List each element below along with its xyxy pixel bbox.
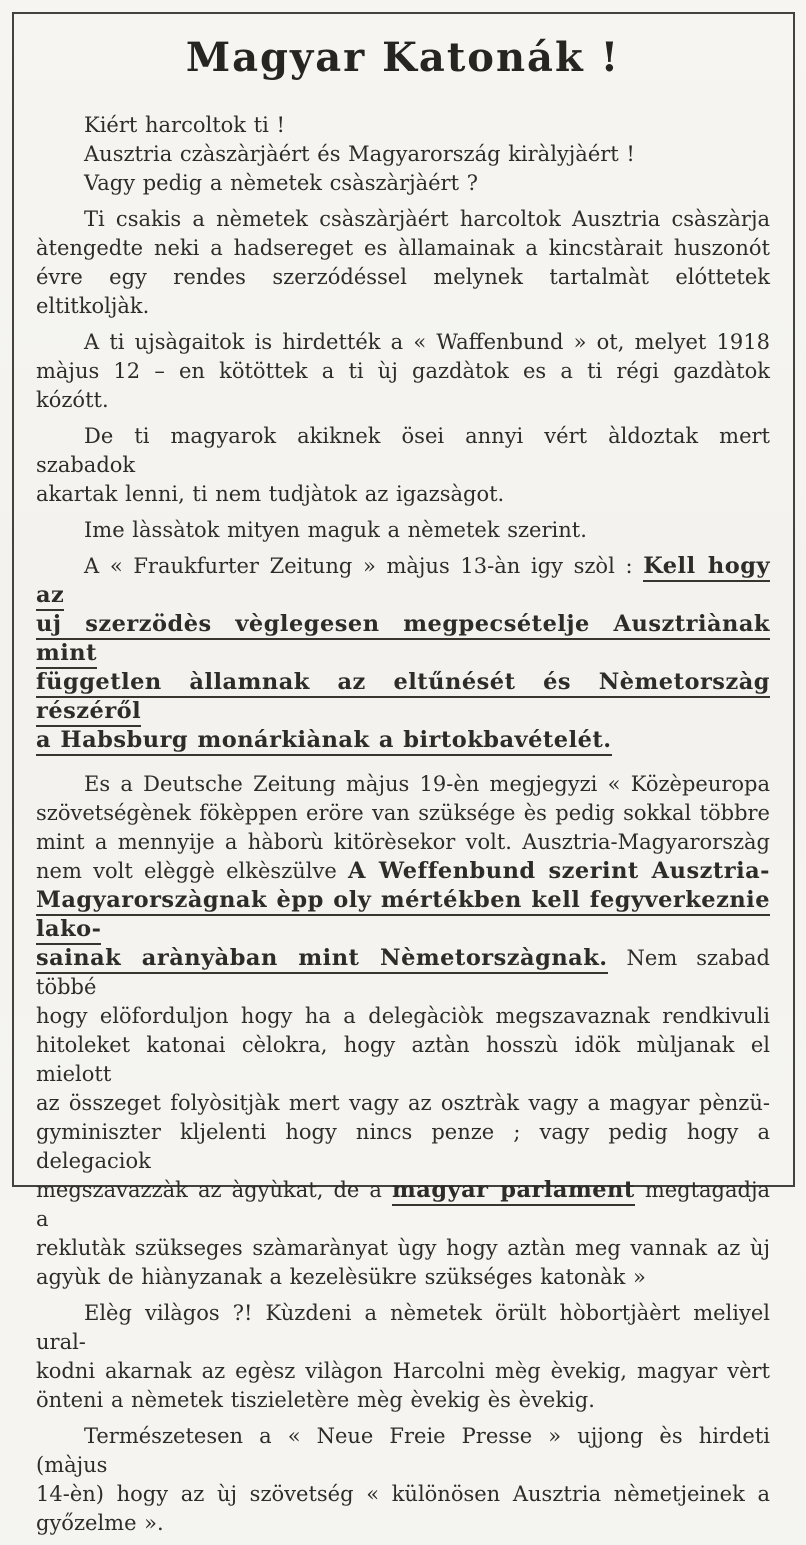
paragraph	[36, 770, 770, 1292]
text-segment: az összeget folyòsitjàk mert vagy az osztràk vagy a magyar pènzü-	[36, 1091, 770, 1115]
paragraph	[36, 111, 770, 198]
text-line	[36, 1118, 770, 1176]
paragraph	[36, 552, 770, 755]
text-line	[36, 516, 770, 545]
text-line	[36, 205, 770, 234]
text-segment: agyùk de hiànyzanak a kezelèsükre szükséges katonàk »	[36, 1265, 646, 1289]
text-segment: a Habsburg monárkiànak a birtokbavételét.	[36, 727, 612, 756]
text-line	[36, 386, 770, 415]
text-line	[36, 1509, 770, 1538]
text-segment: 14-èn) hogy az ùj szövetség « különösen Ausztria nèmetjeinek a	[36, 1482, 770, 1506]
text-segment: uj szerzödès vèglegesen megpecsételje Ausztriànak mint	[36, 611, 770, 669]
text-segment: évre egy rendes szerzódéssel melynek tartalmàt elóttetek eltitkoljàk.	[36, 265, 770, 318]
text-line	[36, 552, 770, 610]
text-segment: Vagy pedig a nèmetek csàszàrjàért ?	[84, 171, 478, 195]
text-segment: gyminiszter kljelenti hogy nincs penze ; vagy pedig hogy a delegaciok	[36, 1120, 770, 1173]
text-segment: A « Fraukfurter Zeitung » màjus 13-àn igy szòl :	[84, 554, 644, 578]
text-segment: akartak lenni, ti nem tudjàtok az igazsàgot.	[36, 482, 505, 506]
text-line	[36, 668, 770, 726]
text-segment: hitoleket katonai cèlokra, hogy aztàn hosszù idök mùljanak el mielott	[36, 1033, 770, 1086]
text-segment: Természetesen a « Neue Freie Presse » ujjong ès hirdeti (màjus	[36, 1424, 770, 1477]
text-line	[36, 140, 770, 169]
text-segment: magyar parlament	[392, 1177, 635, 1206]
text-line	[36, 263, 770, 321]
text-line	[36, 422, 770, 480]
text-segment: A Weffenbund szerint Ausztria-	[348, 858, 770, 884]
text-segment: reklutàk szükseges szàmarànyat ùgy hogy aztàn meg vannak az ùj	[36, 1236, 770, 1260]
paragraph	[36, 516, 770, 545]
text-segment: De ti magyarok akiknek ösei annyi vért àldoztak mert szabadok	[36, 424, 770, 477]
text-segment: mint a mennyije a hàborù kitörèsekor volt. Ausztria-Magyarorszàg	[36, 830, 770, 854]
text-segment: àtengedte neki a hadsereget es àllamainak a kincstàrait huszonót	[36, 236, 770, 260]
page-title: Magyar Katonák !	[185, 34, 621, 81]
text-segment: màjus 12 – en kötöttek a ti ùj gazdàtok es a ti régi gazdàtok	[36, 359, 770, 383]
text-line	[36, 1234, 770, 1263]
text-line	[36, 828, 770, 857]
text-segment: sainak arànyàban mint Nèmetorszàgnak.	[36, 945, 608, 974]
text-segment: hogy elöforduljon hogy ha a delegàciòk megszavaznak rendkivuli	[36, 1004, 770, 1028]
text-segment: Ausztria czàszàrjàért és Magyarország kiràlyjàért !	[84, 142, 635, 166]
text-segment: Ime làssàtok mityen maguk a nèmetek szerint.	[84, 518, 587, 542]
text-line	[36, 1357, 770, 1386]
text-line	[36, 610, 770, 668]
text-line	[36, 1263, 770, 1292]
text-line	[36, 1031, 770, 1089]
text-line	[36, 234, 770, 263]
text-line	[36, 357, 770, 386]
text-line	[36, 111, 770, 140]
text-segment: A ti ujsàgaitok is hirdették a « Waffenbund » ot, melyet 1918	[84, 330, 770, 354]
text-segment: független àllamnak az eltűnését és Nèmetorszàg részéről	[36, 669, 770, 727]
text-line	[36, 169, 770, 198]
paragraph	[36, 328, 770, 415]
text-segment: Es a Deutsche Zeitung màjus 19-èn megjegyzi « Közèpeuropa	[84, 772, 770, 796]
text-segment: kózótt.	[36, 388, 109, 412]
text-line	[36, 1386, 770, 1415]
text-segment: Nem szabad többé	[36, 946, 770, 999]
text-segment: szövetségènek fökèppen eröre van szüksége ès pedig sokkal többre	[36, 801, 770, 825]
text-line	[36, 799, 770, 828]
text-line	[36, 1002, 770, 1031]
leaflet-page	[36, 28, 770, 1545]
text-line	[36, 726, 770, 755]
text-line	[36, 1480, 770, 1509]
text-line	[36, 770, 770, 799]
text-segment: kodni akarnak az egèsz vilàgon Harcolni mèg èvekig, magyar vèrt	[36, 1359, 770, 1383]
paragraph	[36, 1299, 770, 1415]
paragraph	[36, 422, 770, 509]
text-segment: megtagadja a	[36, 1178, 770, 1231]
text-line	[36, 944, 770, 1002]
text-line	[36, 857, 770, 886]
paragraph	[36, 1422, 770, 1538]
text-segment: Ti csakis a nèmetek csàszàrjàért harcoltok Ausztria csàszàrja	[84, 207, 770, 231]
text-line	[36, 886, 770, 944]
text-segment: önteni a nèmetek tiszieletère mèg èvekig ès èvekig.	[36, 1388, 595, 1412]
text-line	[36, 1422, 770, 1480]
text-segment: megszavazzàk az àgyùkat, de a	[36, 1178, 393, 1202]
text-segment: Elèg vilàgos ?! Kùzdeni a nèmetek örült hòbortjàèrt meliyel ural-	[36, 1301, 770, 1354]
paragraph	[36, 205, 770, 321]
text-segment: Kiért harcoltok ti !	[84, 113, 285, 137]
text-line	[36, 1089, 770, 1118]
text-segment: Kell hogy az	[36, 553, 770, 611]
text-line	[36, 328, 770, 357]
text-segment: győzelme ».	[36, 1511, 164, 1535]
text-line	[36, 1299, 770, 1357]
leaflet-body	[36, 111, 770, 1538]
text-segment: Magyarorszàgnak èpp oly mértékben kell fegyverkeznie lako-	[36, 887, 770, 945]
text-segment: nem volt elèggè elkèszülve	[36, 859, 349, 883]
text-line	[36, 480, 770, 509]
text-line	[36, 1176, 770, 1234]
